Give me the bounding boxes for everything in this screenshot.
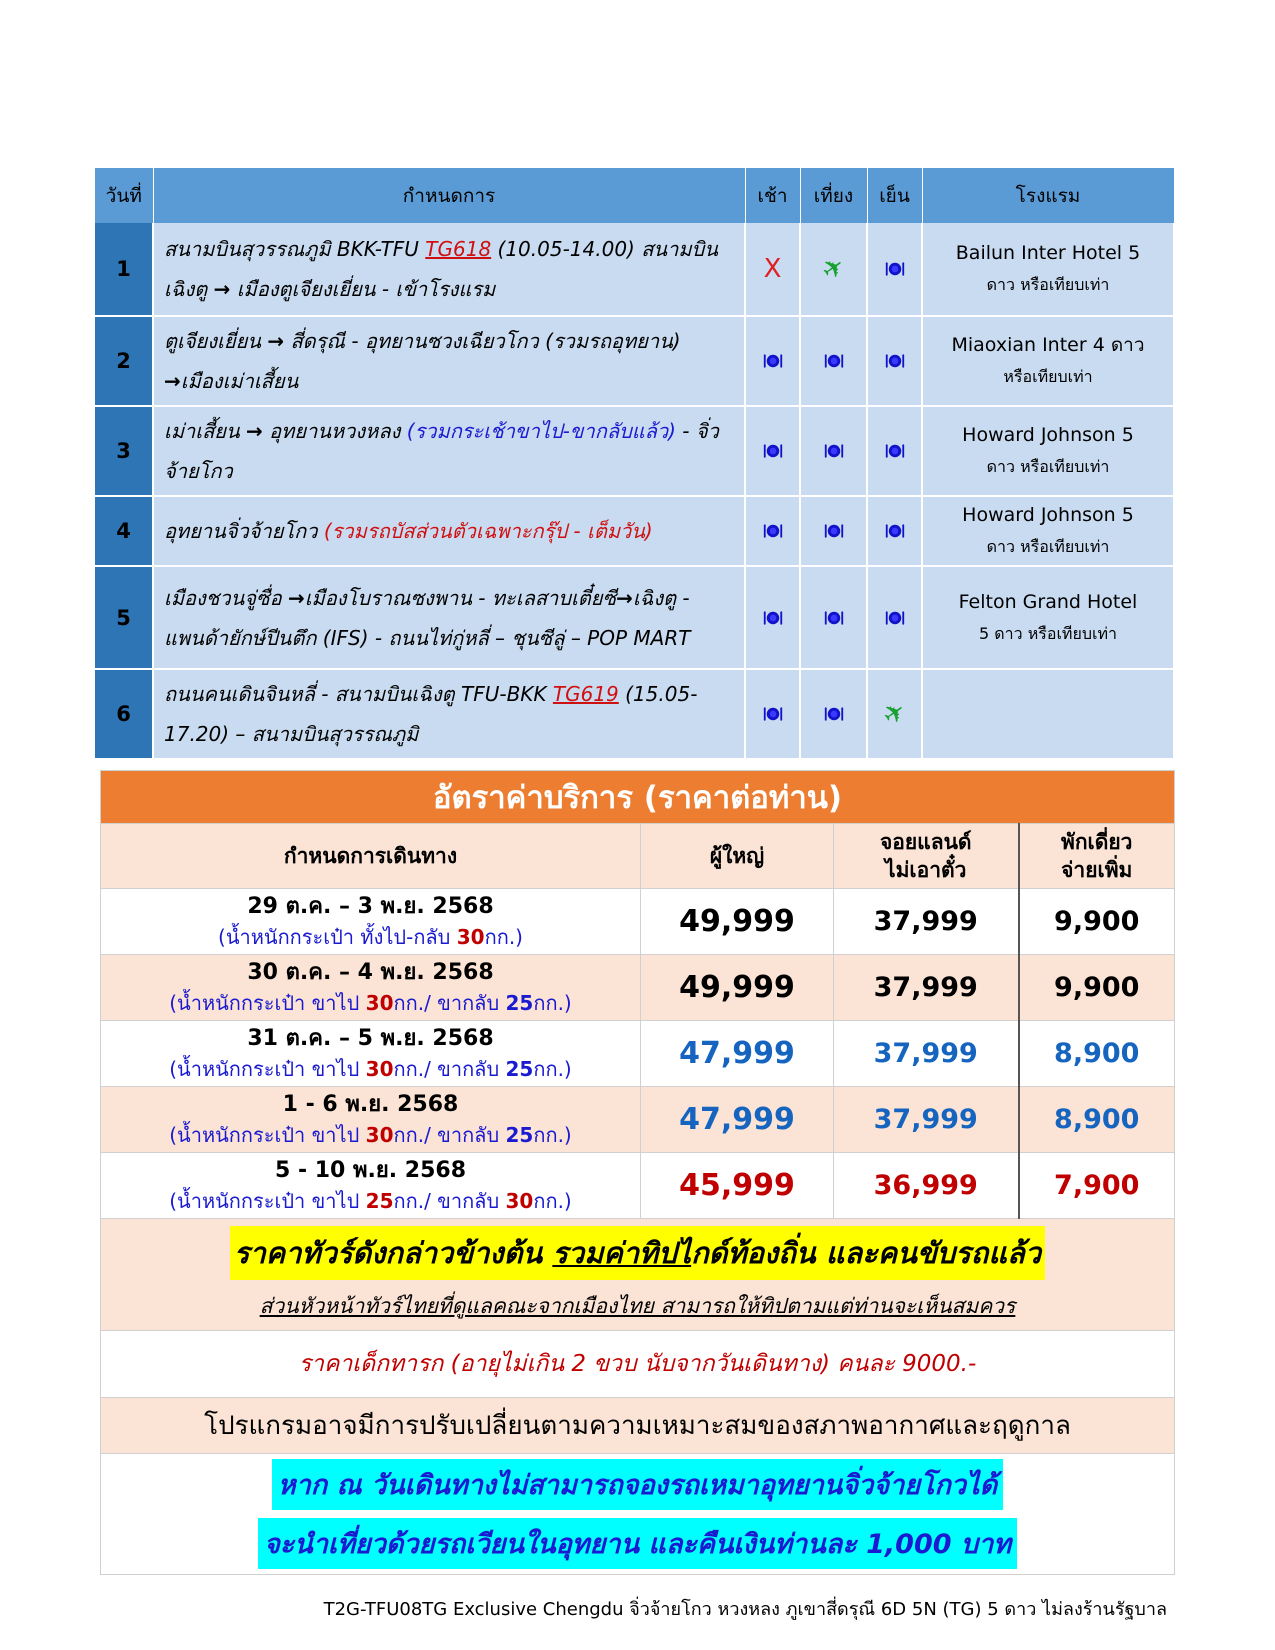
adult-price: 47,999 [641,1021,834,1087]
travel-date: 31 ต.ค. – 5 พ.ย. 2568 [247,1025,494,1051]
hotel-rating: ดาว หรือเทียบเท่า [986,275,1110,294]
hotel-cell [922,316,1174,406]
dish-icon [824,441,844,461]
joinland-price: 36,999 [834,1153,1019,1219]
arrow-icon: → [246,419,263,443]
price-row [101,1087,1175,1153]
program-text: สนามบินสุวรรณภูมิ BKK-TFU [164,237,426,261]
schedule-cell [101,1087,641,1153]
hotel-name: Miaoxian Inter 4 ดาว [951,334,1145,356]
program-text: เม่าเสี้ยน [164,419,247,443]
meal-dinner [867,316,922,406]
meal-breakfast [745,496,800,566]
hotel-cell [922,496,1174,566]
schedule-cell [101,1021,641,1087]
day-number: 2 [95,316,153,406]
page-footer: T2G-TFU08TG Exclusive Chengdu จิ่วจ้ายโกว หวงหลง ภูเขาสี่ดรุณี 6D 5N (TG) 5 ดาว ไม่ลงร้านรัฐบาล [323,1599,1167,1620]
dish-icon [824,608,844,628]
header-adult: ผู้ใหญ่ [641,824,834,889]
header-lunch: เที่ยง [800,168,867,223]
arrow-icon: → [267,329,285,353]
program-note: (รวมรถบัสส่วนตัวเฉพาะกรุ๊ป - เต็มวัน) [323,519,653,543]
price-row [101,1021,1175,1087]
program-text: อุทยานจิ่วจ้ายโกว [164,519,324,543]
hotel-name: Howard Johnson 5 [962,504,1134,526]
hotel-rating: ดาว หรือเทียบเท่า [986,457,1110,476]
single-supplement: 9,900 [1019,955,1175,1021]
pricing-header [101,824,1175,889]
meal-lunch [800,316,867,406]
hotel-cell [922,406,1174,496]
hotel-cell [922,566,1174,669]
program-note: (รวมกระเช้าขาไป-ขากลับแล้ว) [406,419,676,443]
header-joinland-line: ไม่เอาตั๋ว [885,858,967,882]
program-text: เฉิงตู - แพนด้ายักษ์ปีนตึก (IFS) - ถนนไท่กู่หลี่ – ชุนซีลู่ – POP MART [164,585,691,650]
meal-breakfast [745,406,800,496]
program-text: เมืองเม่าเสี้ยน [180,369,299,393]
itinerary-row [95,566,1174,669]
itinerary-row [95,669,1174,759]
day-program [153,223,745,316]
day-number: 1 [95,223,153,316]
day-number: 6 [95,669,153,759]
pricing-table [100,770,1175,1575]
hotel-rating: ดาว หรือเทียบเท่า [986,537,1110,556]
program-text: (10.05-14.00) สนามบินเฉิงตู [164,237,718,301]
itinerary-header [95,168,1174,223]
flight-code: TG618 [425,237,492,261]
program-text: เมืองชวนจู่ซื่อ [164,585,288,610]
arrow-icon: → [616,585,633,610]
dish-icon [885,259,905,279]
header-single [1019,824,1175,889]
day-number: 4 [95,496,153,566]
dish-icon [763,704,783,724]
baggage-note: (น้ำหนักกระเป๋า ทั้งไป-กลับ 30กก.) [218,924,523,949]
baggage-note: (น้ำหนักกระเป๋า ขาไป 30กก./ ขากลับ 25กก.) [169,1122,572,1147]
program-text: เมืองตูเจียงเยี่ยน - เข้าโรงแรม [230,277,496,301]
flight-code: TG619 [552,682,619,706]
day-number: 5 [95,566,153,669]
itinerary-table [95,168,1175,760]
program-text: อุทยานหวงหลง [262,419,407,443]
dish-icon [763,608,783,628]
baggage-note: (น้ำหนักกระเป๋า ขาไป 30กก./ ขากลับ 25กก.) [169,1056,572,1081]
dish-icon [885,608,905,628]
dish-icon [824,351,844,371]
hotel-name: Felton Grand Hotel [958,590,1138,613]
joinland-price: 37,999 [834,889,1019,955]
header-single-line: พักเดี่ยว [1061,830,1133,854]
meal-breakfast [745,316,800,406]
dish-icon [885,351,905,371]
travel-date: 29 ต.ค. – 3 พ.ย. 2568 [247,893,494,919]
program-text: ถนนคนเดินจินหลี่ - สนามบินเฉิงตู TFU-BKK [164,682,553,706]
hotel-name: Bailun Inter Hotel 5 [955,242,1141,264]
header-program: กำหนดการ [153,168,745,223]
header-day: วันที่ [95,168,153,223]
dish-icon [885,441,905,461]
no-meal-icon: X [763,254,782,284]
schedule-cell [101,955,641,1021]
joinland-price: 37,999 [834,1087,1019,1153]
meal-breakfast [745,669,800,759]
price-row [101,1153,1175,1219]
meal-breakfast [745,223,800,316]
meal-dinner [867,669,922,759]
itinerary-row [95,223,1174,316]
travel-date: 1 - 6 พ.ย. 2568 [282,1091,459,1117]
meal-lunch [800,669,867,759]
meal-dinner [867,223,922,316]
adult-price: 49,999 [641,955,834,1021]
single-supplement: 8,900 [1019,1087,1175,1153]
header-schedule: กำหนดการเดินทาง [101,824,641,889]
single-supplement: 7,900 [1019,1153,1175,1219]
meal-lunch [800,566,867,669]
joinland-price: 37,999 [834,955,1019,1021]
schedule-cell [101,1153,641,1219]
program-text: - จิ่วจ้ายโกว [164,419,719,483]
adult-price: 49,999 [641,889,834,955]
tip-note-sub: ส่วนหัวหน้าทัวร์ไทยที่ดูแลคณะจากเมืองไทย สามารถให้ทิปตามแต่ท่านจะเห็นสมควร [259,1294,1016,1318]
arrow-icon: → [213,277,231,301]
dish-icon [824,704,844,724]
program-change-note: โปรแกรมอาจมีการปรับเปลี่ยนตามความเหมาะสมของสภาพอากาศและฤดูกาล [101,1398,1175,1454]
schedule-cell [101,889,641,955]
infant-price-note: ราคาเด็กทารก (อายุไม่เกิน 2 ขวบ นับจากวันเดินทาง) คนละ 9000.- [101,1331,1175,1398]
adult-price: 45,999 [641,1153,834,1219]
meal-dinner [867,406,922,496]
program-text: เมืองโบราณซงพาน - ทะเลสาบเตี๋ยซี [304,585,617,610]
day-program [153,669,745,759]
private-car-note-line: หาก ณ วันเดินทางไม่สามารถจองรถเหมาอุทยานจิ่วจ้ายโกวได้ [272,1459,1003,1510]
dish-icon [763,521,783,541]
day-program [153,566,745,669]
plane-icon: ✈ [815,250,852,288]
day-program [153,406,745,496]
program-text: ตูเจียงเยี่ยน [164,329,268,353]
joinland-price: 37,999 [834,1021,1019,1087]
day-number: 3 [95,406,153,496]
travel-date: 5 - 10 พ.ย. 2568 [274,1157,467,1183]
day-program [153,316,745,406]
pricing-title: อัตราค่าบริการ (ราคาต่อท่าน) [101,771,1175,824]
day-program [153,496,745,566]
program-text: (15.05-17.20) – สนามบินสุวรรณภูมิ [164,682,698,746]
baggage-note: (น้ำหนักกระเป๋า ขาไป 30กก./ ขากลับ 25กก.) [169,990,572,1015]
private-car-note-line: จะนำเที่ยวด้วยรถเวียนในอุทยาน และคืนเงินท่านละ 1,000 บาท [258,1518,1017,1569]
header-single-line: จ่ายเพิ่ม [1061,858,1133,882]
hotel-rating: 5 ดาว หรือเทียบเท่า [978,623,1117,643]
tip-note-headline: ราคาทัวร์ดังกล่าวข้างต้น รวมค่าทิปไกด์ท้องถิ่น และคนขับรถแล้ว [230,1226,1045,1280]
meal-lunch [800,406,867,496]
arrow-icon: → [164,369,181,393]
dish-icon [763,351,783,371]
program-text: สี่ดรุณี - อุทยานซวงเฉียวโกว (รวมรถอุทยาน) [284,329,681,353]
dish-icon [885,521,905,541]
tip-note [101,1219,1175,1331]
private-car-note [101,1454,1175,1575]
meal-dinner [867,566,922,669]
header-breakfast: เช้า [745,168,800,223]
price-row [101,889,1175,955]
plane-icon: ✈ [876,695,913,733]
price-row [101,955,1175,1021]
hotel-cell [922,223,1174,316]
arrow-icon: → [287,585,305,610]
single-supplement: 9,900 [1019,889,1175,955]
meal-lunch [800,496,867,566]
hotel-name: Howard Johnson 5 [962,424,1134,446]
meal-lunch [800,223,867,316]
itinerary-row [95,406,1174,496]
baggage-note: (น้ำหนักกระเป๋า ขาไป 25กก./ ขากลับ 30กก.) [169,1188,572,1213]
adult-price: 47,999 [641,1087,834,1153]
header-joinland-line: จอยแลนด์ [879,830,972,854]
travel-date: 30 ต.ค. – 4 พ.ย. 2568 [247,959,494,985]
meal-breakfast [745,566,800,669]
itinerary-row [95,496,1174,566]
single-supplement: 8,900 [1019,1021,1175,1087]
header-hotel: โรงแรม [922,168,1174,223]
itinerary-row [95,316,1174,406]
hotel-cell [922,669,1174,759]
header-joinland [834,824,1019,889]
meal-dinner [867,496,922,566]
header-dinner: เย็น [867,168,922,223]
dish-icon [824,521,844,541]
hotel-rating: หรือเทียบเท่า [1003,367,1093,386]
dish-icon [763,441,783,461]
